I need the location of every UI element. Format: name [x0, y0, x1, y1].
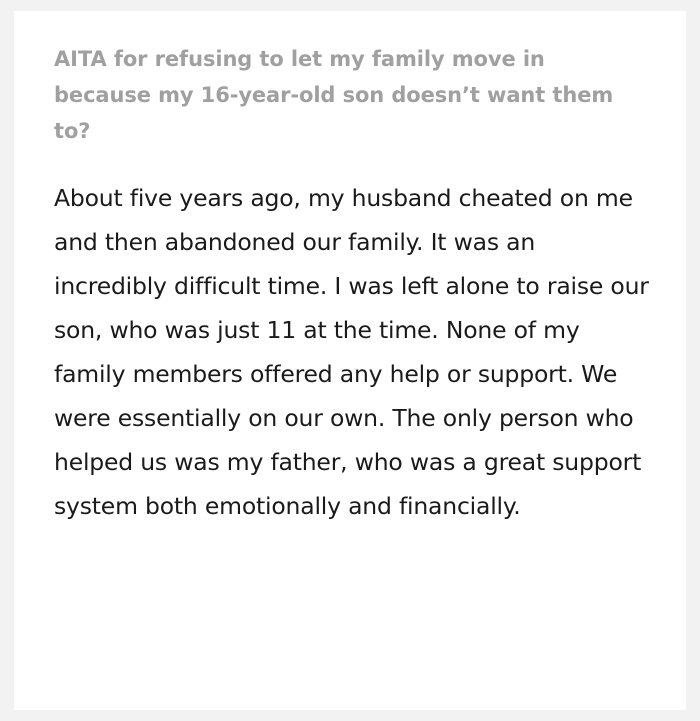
page-title: AITA for refusing to let my family move in because my 16-year-old son doesn’t want them to? [54, 47, 614, 144]
post-body-text: About five years ago, my husband cheated on me and then abandoned our family. It was an incredibly difficult time. I was left alone to raise our son, who was just 11 at the time. None of my family members offered any help or support. We were essentially on our own. The only person who helped us was my father, who was a great support system both emotionally and financially. [54, 184, 649, 520]
post-card [14, 11, 686, 710]
